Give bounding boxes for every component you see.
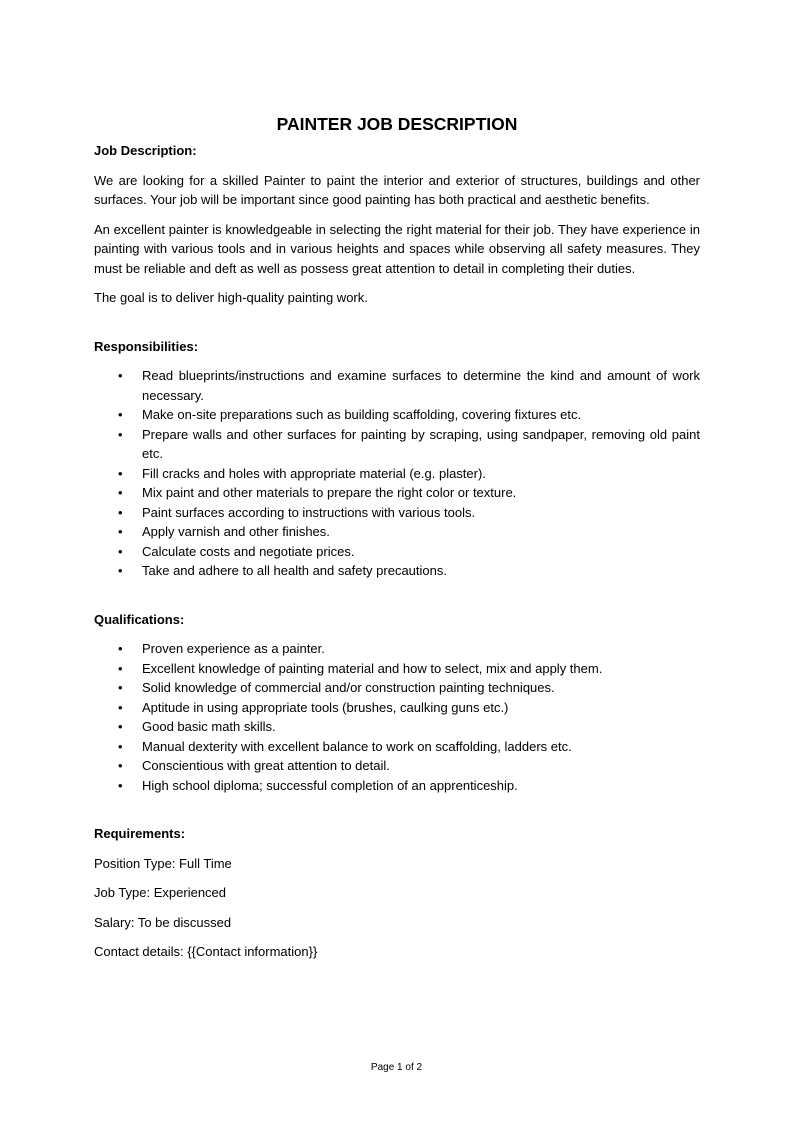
bullet-icon: •	[118, 465, 123, 481]
list-item-text: Make on-site preparations such as building scaffolding, covering fixtures etc.	[142, 407, 582, 422]
section-spacer	[94, 795, 700, 824]
list-item-text: Take and adhere to all health and safety precautions.	[142, 563, 447, 578]
qualifications-heading: Qualifications:	[94, 611, 185, 627]
job-description-heading: Job Description:	[94, 143, 197, 158]
bullet-icon: •	[118, 699, 123, 715]
bullet-icon: •	[118, 563, 123, 578]
list-item-text: Prepare walls and other surfaces for painting by scraping, using sandpaper, removing old paint etc.	[142, 426, 700, 461]
list-item-text: Fill cracks and holes with appropriate material (e.g. plaster).	[142, 465, 486, 481]
list-item	[94, 561, 700, 581]
list-item	[94, 464, 700, 484]
list-item	[94, 717, 700, 737]
list-item	[94, 425, 700, 464]
list-item	[94, 698, 700, 718]
requirements-heading: Requirements:	[94, 826, 186, 841]
bullet-icon: •	[118, 660, 123, 676]
list-item-text: Good basic math skills.	[142, 719, 276, 734]
bullet-icon: •	[118, 680, 123, 695]
document-body	[94, 113, 700, 962]
job-description-section	[94, 141, 700, 308]
list-item-text: High school diploma; successful completion of an apprenticeship.	[142, 777, 518, 793]
list-item-text: Proven experience as a painter.	[142, 641, 325, 656]
page-number: Page 1 of 2	[370, 1062, 423, 1073]
bullet-icon: •	[118, 777, 123, 793]
job-description-paragraph-1: We are looking for a skilled Painter to paint the interior and exterior of structures, buildings and other surfaces. Your job will be important since good painting has both practical and aesthetic benefits.	[94, 172, 700, 207]
job-type-line: Job Type: Experienced	[94, 885, 227, 900]
bullet-icon: •	[118, 524, 123, 539]
list-item-text: Mix paint and other materials to prepare the right color or texture.	[142, 485, 517, 500]
bullet-icon: •	[118, 426, 123, 442]
list-item-text: Aptitude in using appropriate tools (brushes, caulking guns etc.)	[142, 699, 509, 715]
list-item-text: Read blueprints/instructions and examine surfaces to determine the kind and amount of work necessary.	[142, 368, 700, 403]
list-item-text: Solid knowledge of commercial and/or construction painting techniques.	[142, 680, 555, 695]
bullet-icon: •	[118, 738, 123, 754]
bullet-icon: •	[118, 504, 123, 520]
document-title: PAINTER JOB DESCRIPTION	[276, 114, 518, 134]
qualifications-section	[94, 610, 700, 796]
list-item-text: Excellent knowledge of painting material and how to select, mix and apply them.	[142, 660, 603, 676]
list-item	[94, 776, 700, 796]
responsibilities-list	[94, 366, 700, 581]
salary-line: Salary: To be discussed	[94, 914, 232, 930]
list-item	[94, 756, 700, 776]
list-item-text: Calculate costs and negotiate prices.	[142, 543, 355, 559]
list-item	[94, 737, 700, 757]
bullet-icon: •	[118, 407, 123, 422]
section-spacer	[94, 308, 700, 337]
job-description-paragraph-3: The goal is to deliver high-quality painting work.	[94, 290, 368, 305]
list-item-text: Apply varnish and other finishes.	[142, 524, 330, 539]
responsibilities-heading: Responsibilities:	[94, 338, 199, 354]
job-description-paragraph-2: An excellent painter is knowledgeable in selecting the right material for their job. They have experience in painting with various tools and in various heights and spaces while observing all safety measures. They must be reliable and deft as well as possess great attention to detail in completing their duties.	[94, 221, 700, 276]
list-item	[94, 659, 700, 679]
bullet-icon: •	[118, 641, 123, 656]
list-item	[94, 483, 700, 503]
section-spacer	[94, 581, 700, 610]
bullet-icon: •	[118, 758, 123, 773]
contact-details-line: Contact details: {{Contact information}}	[94, 944, 318, 959]
bullet-icon: •	[118, 719, 123, 734]
list-item	[94, 522, 700, 542]
list-item	[94, 639, 700, 659]
position-type-line: Position Type: Full Time	[94, 855, 232, 871]
list-item-text: Paint surfaces according to instructions with various tools.	[142, 504, 476, 520]
list-item	[94, 503, 700, 523]
list-item-text: Conscientious with great attention to detail.	[142, 758, 390, 773]
list-item-text: Manual dexterity with excellent balance to work on scaffolding, ladders etc.	[142, 738, 572, 754]
responsibilities-section	[94, 337, 700, 581]
list-item	[94, 678, 700, 698]
bullet-icon: •	[118, 485, 123, 500]
bullet-icon: •	[118, 368, 123, 383]
qualifications-list	[94, 639, 700, 795]
requirements-section	[94, 824, 700, 962]
list-item	[94, 405, 700, 425]
list-item	[94, 366, 700, 405]
bullet-icon: •	[118, 543, 123, 559]
list-item	[94, 542, 700, 562]
